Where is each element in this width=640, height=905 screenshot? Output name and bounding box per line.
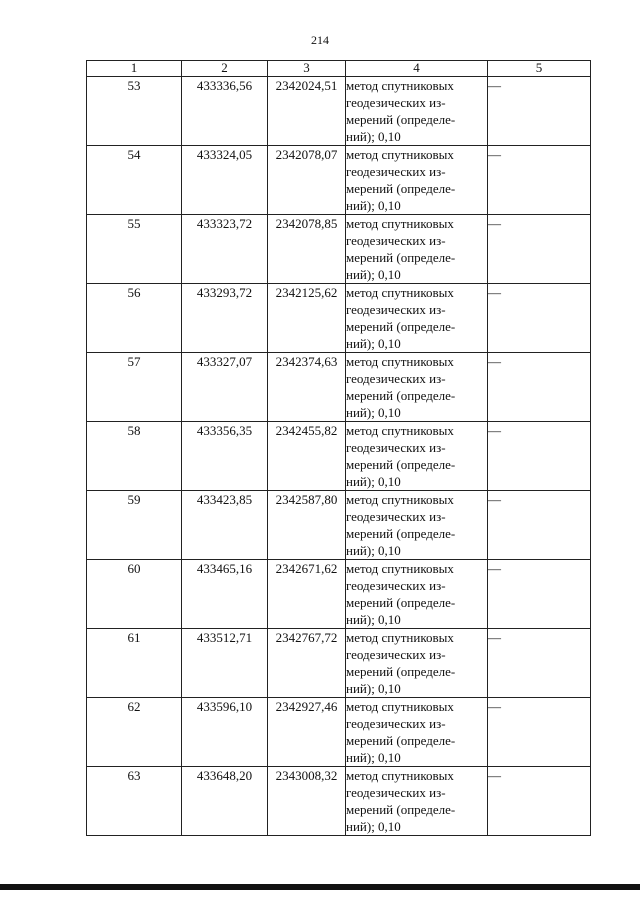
point-number: 60 <box>87 560 182 629</box>
y-coordinate: 2342927,46 <box>268 698 346 767</box>
point-number: 58 <box>87 422 182 491</box>
table-row <box>87 767 591 836</box>
table-row <box>87 491 591 560</box>
method-line: метод спутниковых <box>346 78 454 93</box>
method-line: мерений (определе- <box>346 319 456 334</box>
method-line: геодезических из- <box>346 647 446 662</box>
method-cell <box>346 767 488 836</box>
method-line: мерений (определе- <box>346 457 456 472</box>
page-number: 214 <box>311 33 329 47</box>
method-cell <box>346 698 488 767</box>
header-col-2: 2 <box>182 61 268 77</box>
table-row <box>87 698 591 767</box>
point-number: 54 <box>87 146 182 215</box>
method-line: геодезических из- <box>346 785 446 800</box>
method-line: геодезических из- <box>346 716 446 731</box>
method-line: метод спутниковых <box>346 492 454 507</box>
point-number: 53 <box>87 77 182 146</box>
note-dash: — <box>488 767 591 836</box>
y-coordinate: 2342671,62 <box>268 560 346 629</box>
page-bottom-bar <box>0 884 640 890</box>
y-coordinate: 2342024,51 <box>268 77 346 146</box>
note-dash: — <box>488 77 591 146</box>
method-line: ний); 0,10 <box>346 543 401 558</box>
method-line: ний); 0,10 <box>346 750 401 765</box>
method-line: метод спутниковых <box>346 423 454 438</box>
y-coordinate: 2342125,62 <box>268 284 346 353</box>
method-line: ний); 0,10 <box>346 819 401 834</box>
point-number: 63 <box>87 767 182 836</box>
y-coordinate: 2343008,32 <box>268 767 346 836</box>
y-coordinate: 2342374,63 <box>268 353 346 422</box>
table-row <box>87 146 591 215</box>
table-header-row <box>87 61 591 77</box>
method-line: метод спутниковых <box>346 561 454 576</box>
method-line: геодезических из- <box>346 164 446 179</box>
method-cell <box>346 215 488 284</box>
method-cell <box>346 146 488 215</box>
note-dash: — <box>488 629 591 698</box>
method-line: геодезических из- <box>346 233 446 248</box>
method-line: ний); 0,10 <box>346 129 401 144</box>
method-line: геодезических из- <box>346 440 446 455</box>
note-dash: — <box>488 284 591 353</box>
note-dash: — <box>488 146 591 215</box>
method-line: геодезических из- <box>346 509 446 524</box>
x-coordinate: 433648,20 <box>182 767 268 836</box>
note-dash: — <box>488 353 591 422</box>
point-number: 61 <box>87 629 182 698</box>
y-coordinate: 2342455,82 <box>268 422 346 491</box>
method-cell <box>346 422 488 491</box>
x-coordinate: 433423,85 <box>182 491 268 560</box>
table-row <box>87 560 591 629</box>
method-line: геодезических из- <box>346 371 446 386</box>
method-line: геодезических из- <box>346 302 446 317</box>
point-number: 57 <box>87 353 182 422</box>
method-line: мерений (определе- <box>346 733 456 748</box>
x-coordinate: 433356,35 <box>182 422 268 491</box>
method-line: ний); 0,10 <box>346 612 401 627</box>
method-line: мерений (определе- <box>346 250 456 265</box>
x-coordinate: 433465,16 <box>182 560 268 629</box>
method-line: ний); 0,10 <box>346 474 401 489</box>
header-col-4: 4 <box>346 61 488 77</box>
table-row <box>87 284 591 353</box>
table-row <box>87 77 591 146</box>
method-line: мерений (определе- <box>346 112 456 127</box>
method-line: метод спутниковых <box>346 285 454 300</box>
point-number: 56 <box>87 284 182 353</box>
header-col-3: 3 <box>268 61 346 77</box>
x-coordinate: 433293,72 <box>182 284 268 353</box>
method-line: мерений (определе- <box>346 802 456 817</box>
note-dash: — <box>488 560 591 629</box>
x-coordinate: 433327,07 <box>182 353 268 422</box>
method-line: мерений (определе- <box>346 595 456 610</box>
y-coordinate: 2342078,07 <box>268 146 346 215</box>
header-col-5: 5 <box>488 61 591 77</box>
y-coordinate: 2342587,80 <box>268 491 346 560</box>
method-line: мерений (определе- <box>346 664 456 679</box>
point-number: 62 <box>87 698 182 767</box>
table-row <box>87 422 591 491</box>
method-cell <box>346 353 488 422</box>
table-row <box>87 215 591 284</box>
note-dash: — <box>488 215 591 284</box>
method-line: метод спутниковых <box>346 216 454 231</box>
header-col-1: 1 <box>87 61 182 77</box>
method-line: геодезических из- <box>346 95 446 110</box>
method-cell <box>346 284 488 353</box>
method-line: ний); 0,10 <box>346 681 401 696</box>
table-row <box>87 629 591 698</box>
method-cell <box>346 491 488 560</box>
method-line: мерений (определе- <box>346 181 456 196</box>
method-cell <box>346 77 488 146</box>
method-line: геодезических из- <box>346 578 446 593</box>
y-coordinate: 2342078,85 <box>268 215 346 284</box>
method-line: ний); 0,10 <box>346 405 401 420</box>
y-coordinate: 2342767,72 <box>268 629 346 698</box>
table-row <box>87 353 591 422</box>
method-line: ний); 0,10 <box>346 267 401 282</box>
x-coordinate: 433324,05 <box>182 146 268 215</box>
note-dash: — <box>488 491 591 560</box>
method-line: метод спутниковых <box>346 354 454 369</box>
method-cell <box>346 629 488 698</box>
method-line: мерений (определе- <box>346 526 456 541</box>
note-dash: — <box>488 698 591 767</box>
x-coordinate: 433596,10 <box>182 698 268 767</box>
coordinates-table <box>86 60 591 836</box>
method-line: метод спутниковых <box>346 768 454 783</box>
method-line: ний); 0,10 <box>346 336 401 351</box>
point-number: 59 <box>87 491 182 560</box>
method-line: метод спутниковых <box>346 699 454 714</box>
x-coordinate: 433323,72 <box>182 215 268 284</box>
method-line: метод спутниковых <box>346 630 454 645</box>
point-number: 55 <box>87 215 182 284</box>
method-line: мерений (определе- <box>346 388 456 403</box>
method-line: метод спутниковых <box>346 147 454 162</box>
note-dash: — <box>488 422 591 491</box>
x-coordinate: 433512,71 <box>182 629 268 698</box>
method-cell <box>346 560 488 629</box>
method-line: ний); 0,10 <box>346 198 401 213</box>
x-coordinate: 433336,56 <box>182 77 268 146</box>
